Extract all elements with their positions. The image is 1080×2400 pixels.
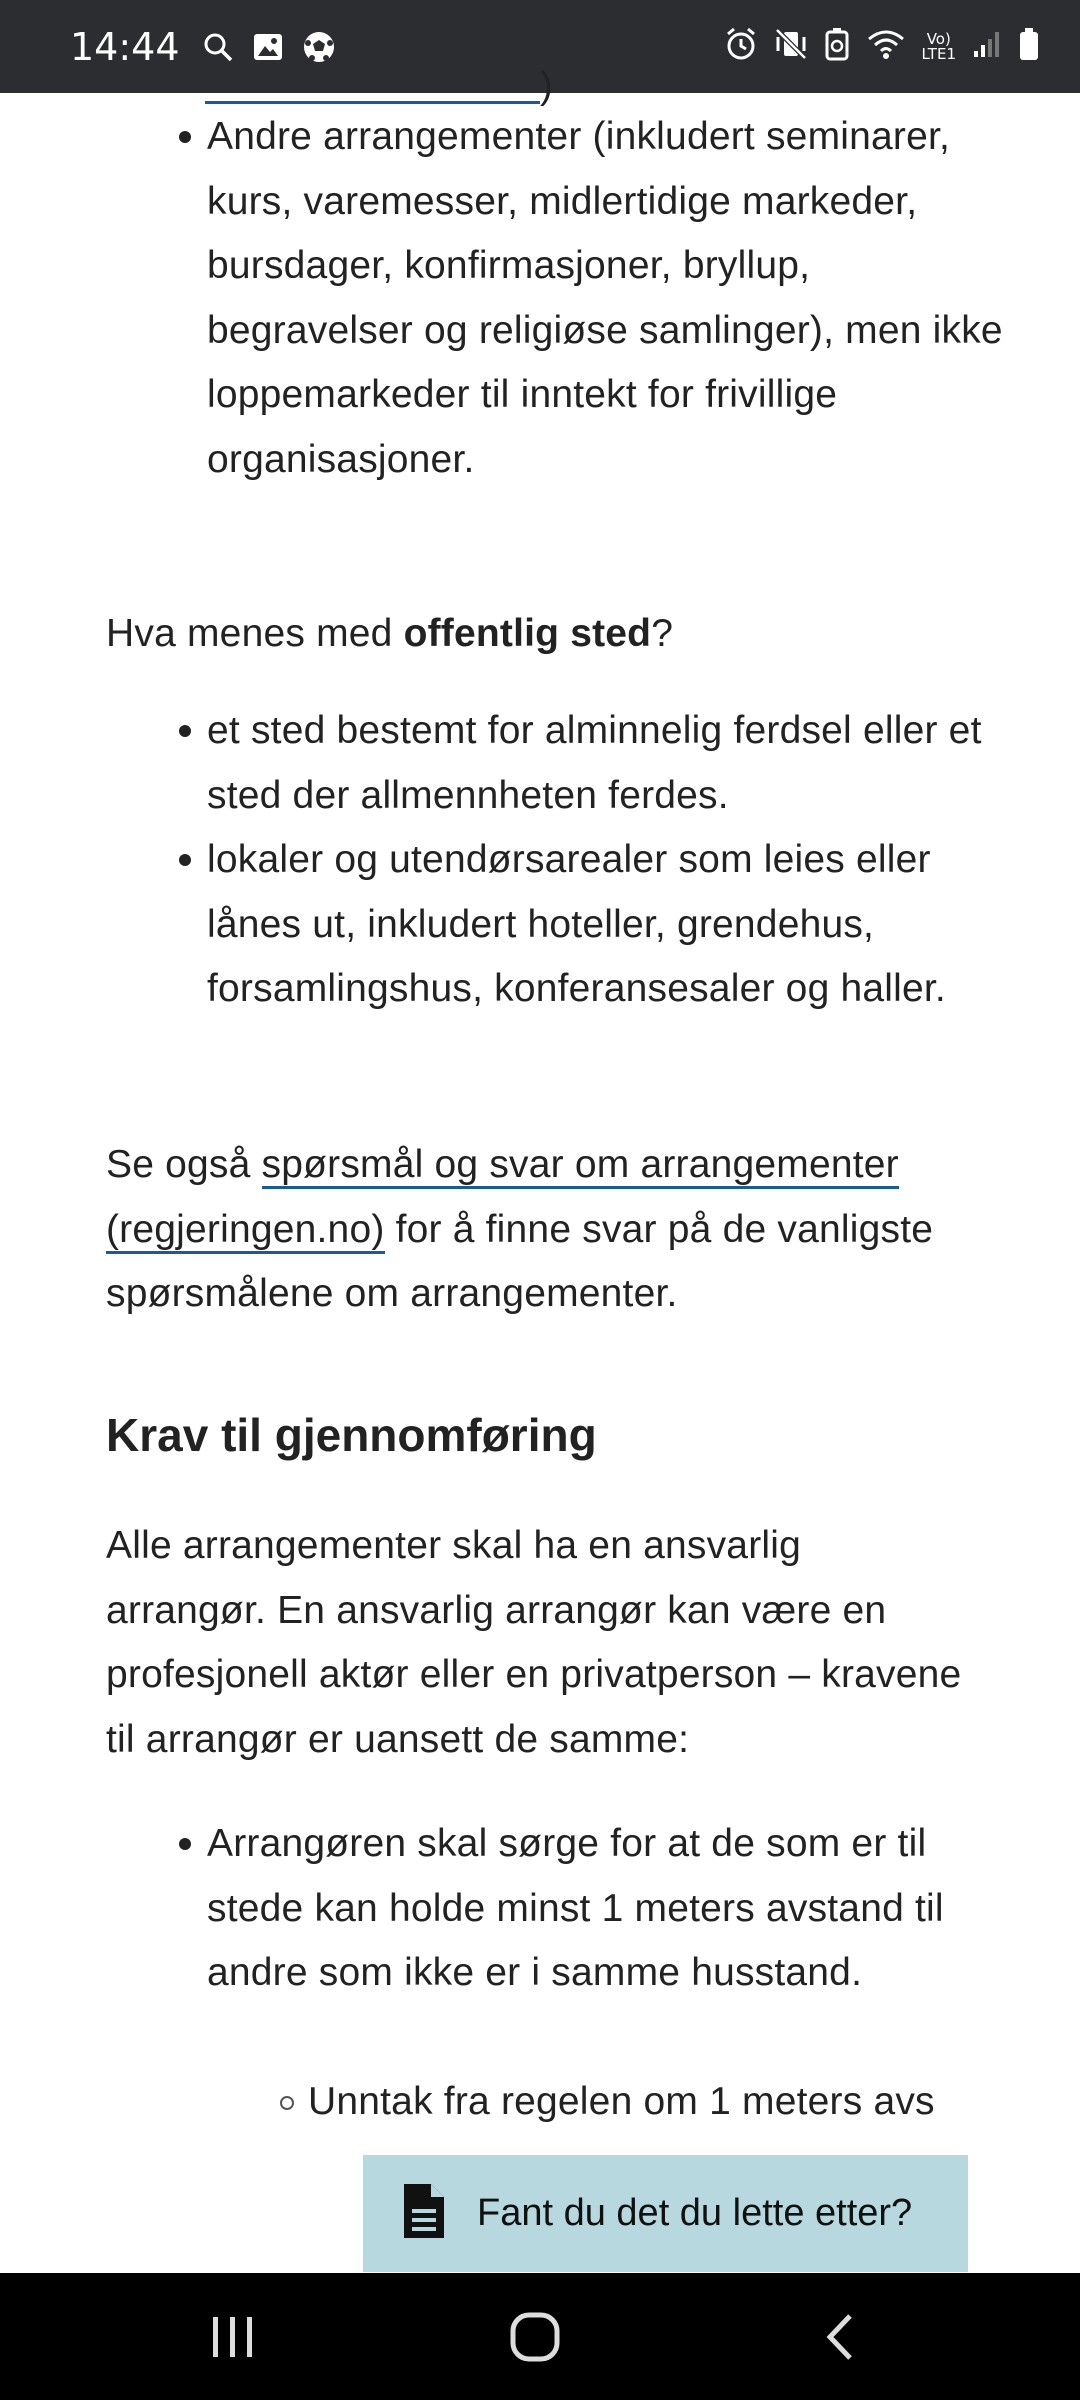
volte-label: Vo)	[926, 29, 951, 48]
home-button[interactable]	[457, 2273, 617, 2400]
vibrate-mute-icon	[774, 27, 808, 66]
lte-label: LTE1	[921, 44, 956, 63]
event-types-list	[207, 105, 1007, 492]
feedback-label: Fant du det du lette etter?	[477, 2192, 913, 2234]
battery-icon	[1018, 27, 1040, 66]
status-icons	[724, 27, 1040, 66]
battery-saver-icon	[824, 27, 850, 66]
status-time: 14:44	[70, 24, 180, 69]
question-bold: offentlig sted	[403, 612, 652, 655]
signal-icon	[972, 29, 1002, 64]
network-label	[921, 29, 956, 63]
search-icon	[202, 31, 234, 63]
soccer-ball-icon	[302, 30, 336, 64]
recent-apps-icon	[209, 2315, 257, 2359]
back-icon	[822, 2312, 858, 2362]
requirements-list	[207, 1812, 1007, 2006]
see-also-paragraph	[106, 1133, 1006, 1327]
wifi-icon	[866, 28, 906, 65]
question-paragraph	[106, 602, 1006, 667]
list-item: Andre arrangementer (inkludert seminarer, kurs, varemesser, midlertidige markeder, bursdager, konfirmasjoner, bryllup, begravelser og religiøse samlinger), men ikke loppemarkeder til inntekt for frivillige organisasjoner.	[207, 105, 1007, 492]
see-also-suffix: for å finne svar på de vanligste spørsmålene om arrangementer.	[106, 1207, 934, 1315]
document-icon	[401, 2181, 447, 2246]
article-content	[0, 65, 1080, 2273]
recent-apps-button[interactable]	[153, 2273, 313, 2400]
section-heading: Krav til gjennomføring	[106, 1409, 597, 1461]
back-button[interactable]	[760, 2273, 920, 2400]
list-item: lokaler og utendørsarealer som leies eller lånes ut, inkludert hoteller, grendehus, forsamlingshus, konferansesaler og haller.	[207, 828, 1007, 1022]
list-item: Arrangøren skal sørge for at de som er til stede kan holde minst 1 meters avstand til andre som ikke er i samme husstand.	[207, 1812, 1007, 2006]
feedback-button[interactable]	[363, 2155, 968, 2272]
previous-link-underline[interactable]	[205, 101, 540, 104]
see-also-prefix: Se også	[106, 1143, 262, 1186]
intro-paragraph: Alle arrangementer skal ha en ansvarlig arrangør. En ansvarlig arrangør kan være en profesjonell aktør eller en privatperson – kravene til arrangør er uansett de samme:	[106, 1524, 962, 1761]
list-item: et sted bestemt for alminnelig ferdsel eller et sted der allmennheten ferdes.	[207, 699, 1007, 828]
public-place-list	[207, 699, 1007, 1022]
navigation-bar	[0, 2273, 1080, 2400]
question-suffix: ?	[651, 612, 674, 655]
home-icon	[509, 2309, 565, 2365]
faq-link[interactable]: spørsmål og svar om arrangementer (regjeringen.no)	[106, 1143, 899, 1254]
closing-paren: )	[540, 65, 553, 107]
requirements-sublist	[308, 2070, 1008, 2135]
question-prefix: Hva menes med	[106, 612, 404, 655]
list-item: Unntak fra regelen om 1 meters avs	[308, 2070, 1008, 2135]
gallery-icon	[252, 32, 284, 62]
alarm-icon	[724, 27, 758, 66]
